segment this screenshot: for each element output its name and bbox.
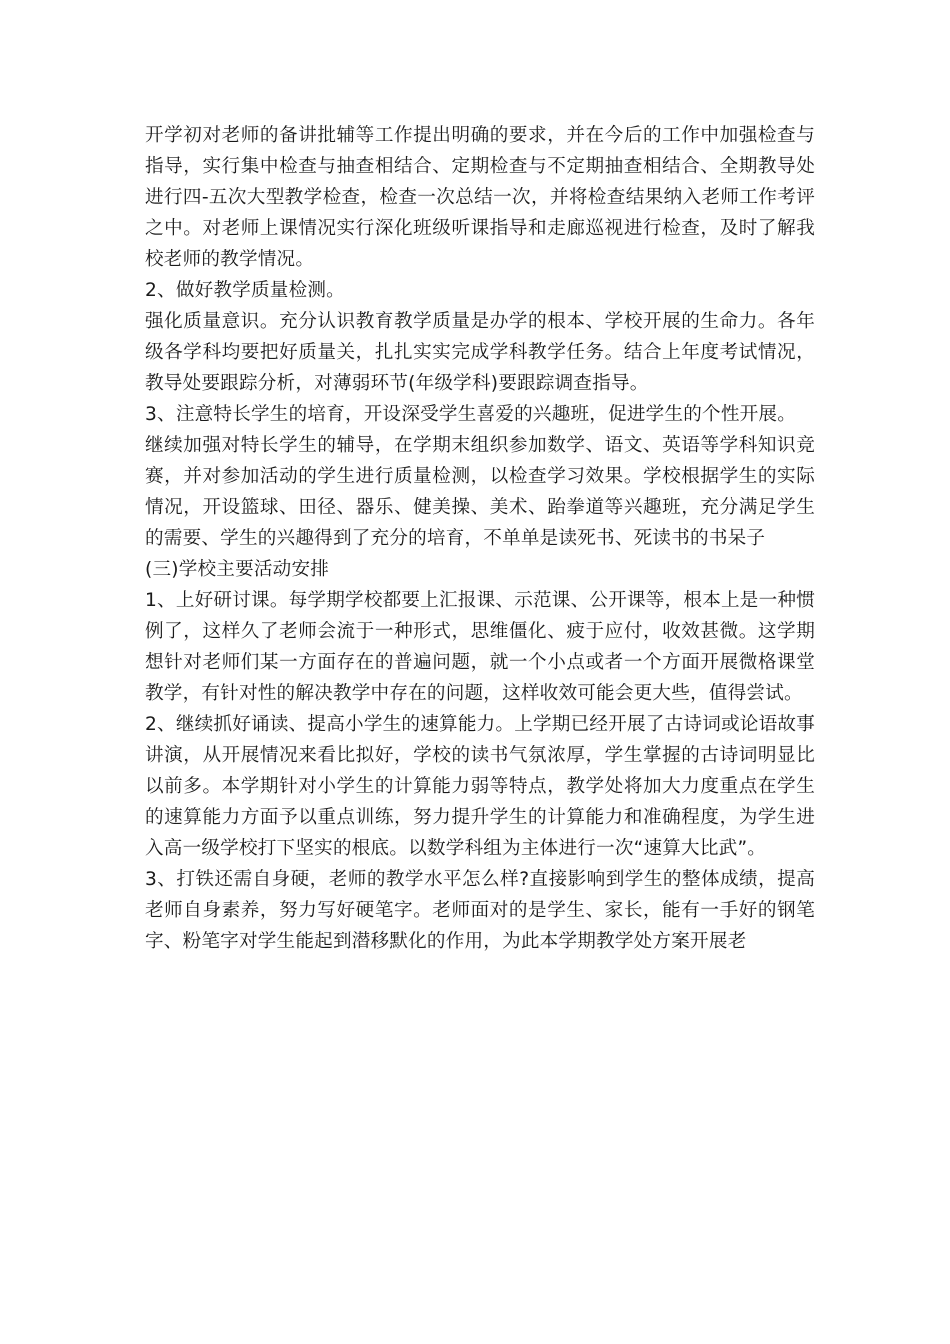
paragraph-quality-awareness: 强化质量意识。充分认识教育教学质量是办学的根本、学校开展的生命力。各年级各学科均要把好质量关，扎扎实实完成学科教学任务。结合上年度考试情况，教导处要跟踪分析，对薄弱环节(年级学科)要跟踪调查指导。 xyxy=(145,311,815,394)
paragraph-seminar-lessons: 1、上好研讨课。每学期学校都要上汇报课、示范课、公开课等，根本上是一种惯例了，这样久了老师会流于一种形式，思维僵化、疲于应付，收效甚微。这学期想针对老师们某一方面存在的普遍问题，就一个小点或者一个方面开展微格课堂教学，有针对性的解决教学中存在的问题，这样收效可能会更大些，值得尝试。 xyxy=(145,590,815,704)
paragraph-talent-guidance: 继续加强对特长学生的辅导，在学期末组织参加数学、语文、英语等学科知识竞赛，并对参加活动的学生进行质量检测，以检查学习效果。学校根据学生的实际情况，开设篮球、田径、器乐、健美操、美术、跆拳道等兴趣班，充分满足学生的需要、学生的兴趣得到了充分的培育，不单单是读死书、死读书的书呆子 xyxy=(145,435,815,549)
document-body xyxy=(145,120,815,957)
paragraph-teacher-skills: 3、打铁还需自身硬，老师的教学水平怎么样?直接影响到学生的整体成绩，提高老师自身素养，努力写好硬笔字。老师面对的是学生、家长，能有一手好的钢笔字、粉笔字对学生能起到潜移默化的作用，为此本学期教学处方案开展老 xyxy=(145,869,815,952)
paragraph-inspection: 开学初对老师的备讲批辅等工作提出明确的要求，并在今后的工作中加强检查与指导，实行集中检查与抽查相结合、定期检查与不定期抽查相结合、全期教导处进行四-五次大型教学检查，检查一次总结一次，并将检查结果纳入老师工作考评之中。对老师上课情况实行深化班级听课指导和走廊巡视进行检查，及时了解我校老师的教学情况。 xyxy=(145,125,815,270)
paragraph-recitation-calculation: 2、继续抓好诵读、提高小学生的速算能力。上学期已经开展了古诗词或论语故事讲演，从开展情况来看比拟好，学校的读书气氛浓厚，学生掌握的古诗词明显比以前多。本学期针对小学生的计算能力弱等特点，教学处将加大力度重点在学生的速算能力方面予以重点训练，努力提升学生的计算能力和准确程度，为学生进入高一级学校打下坚实的根底。以数学科组为主体进行一次“速算大比武”。 xyxy=(145,714,815,859)
heading-main-activities: (三)学校主要活动安排 xyxy=(145,559,330,580)
heading-talent-cultivation: 3、注意特长学生的培育，开设深受学生喜爱的兴趣班，促进学生的个性开展。 xyxy=(145,404,797,425)
heading-quality-testing: 2、做好教学质量检测。 xyxy=(145,280,345,301)
